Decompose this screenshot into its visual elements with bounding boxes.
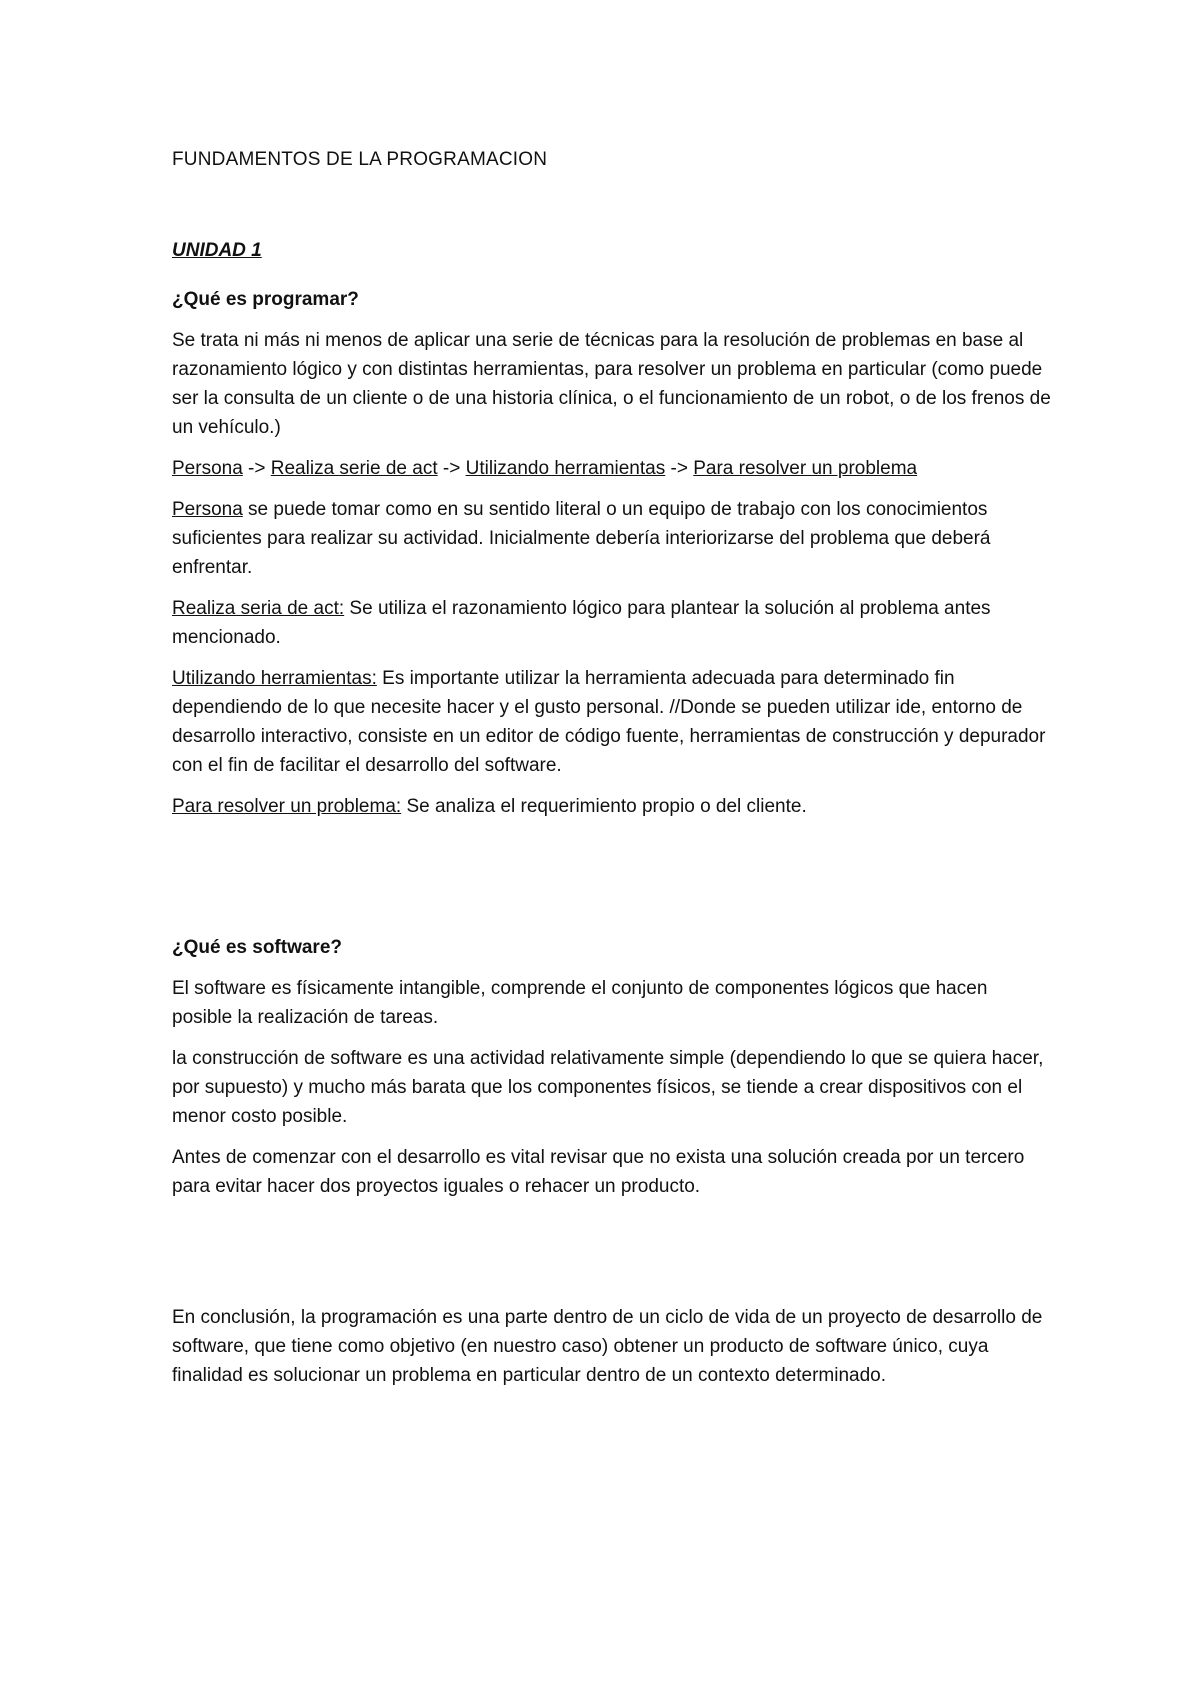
paragraph-herramientas <box>172 664 1052 780</box>
paragraph-resolver <box>172 792 1052 821</box>
text-realiza: Se utiliza el razonamiento lógico para plantear la solución al problema antes mencionado. <box>172 598 991 648</box>
paragraph-realiza <box>172 594 1052 652</box>
section-heading-programar: ¿Qué es programar? <box>172 289 359 310</box>
text-persona: se puede tomar como en su sentido literal o un equipo de trabajo con los conocimientos suficientes para realizar su actividad. Inicialmente debería interiorizarse del problema que deberá enfrentar. <box>172 499 991 578</box>
paragraph-persona <box>172 495 1052 582</box>
flow-step-herramientas: Utilizando herramientas <box>465 458 666 479</box>
flow-arrow: -> <box>665 458 694 479</box>
flow-arrow: -> <box>242 458 271 479</box>
term-resolver: Para resolver un problema: <box>172 796 402 817</box>
document-body <box>172 145 1052 1390</box>
unit-heading: UNIDAD 1 <box>172 240 262 261</box>
text-resolver: Se analiza el requerimiento propio o del cliente. <box>401 796 807 817</box>
blank-space <box>172 1201 1052 1291</box>
term-persona: Persona <box>172 499 243 520</box>
flow-step-persona: Persona <box>172 458 243 479</box>
paragraph-software-3: Antes de comenzar con el desarrollo es vital revisar que no exista una solución creada por un tercero para evitar hacer dos proyectos iguales o rehacer un producto. <box>172 1147 1025 1197</box>
text-herramientas: Es importante utilizar la herramienta adecuada para determinado fin dependiendo de lo que necesite hacer y el gusto personal. //Donde se pueden utilizar ide, entorno de desarrollo interactivo, consiste en un editor de código fuente, herramientas de construcción y depurador con el fin de facilitar el desarrollo del software. <box>172 668 1046 776</box>
section-heading-software: ¿Qué es software? <box>172 937 342 958</box>
flow-step-resolver: Para resolver un problema <box>693 458 918 479</box>
flow-step-realiza: Realiza serie de act <box>270 458 438 479</box>
paragraph-software-2: la construcción de software es una actividad relativamente simple (dependiendo lo que se quiera hacer, por supuesto) y mucho más barata que los componentes físicos, se tiende a crear dispositivos con el menor costo posible. <box>172 1048 1044 1127</box>
term-realiza: Realiza seria de act: <box>172 598 345 619</box>
document-title: FUNDAMENTOS DE LA PROGRAMACION <box>172 149 548 170</box>
flow-line <box>172 454 1052 483</box>
term-herramientas: Utilizando herramientas: <box>172 668 377 689</box>
paragraph-conclusion: En conclusión, la programación es una parte dentro de un ciclo de vida de un proyecto de desarrollo de software, que tiene como objetivo (en nuestro caso) obtener un producto de software único, cuya finalidad es solucionar un problema en particular dentro de un contexto determinado. <box>172 1307 1043 1386</box>
blank-space <box>172 821 1052 913</box>
paragraph-programar-intro: Se trata ni más ni menos de aplicar una serie de técnicas para la resolución de problemas en base al razonamiento lógico y con distintas herramientas, para resolver un problema en particular (como puede ser la consulta de un cliente o de una historia clínica, o el funcionamiento de un robot, o de los frenos de un vehículo.) <box>172 330 1051 438</box>
flow-arrow: -> <box>437 458 466 479</box>
paragraph-software-1: El software es físicamente intangible, comprende el conjunto de componentes lógicos que hacen posible la realización de tareas. <box>172 978 988 1028</box>
